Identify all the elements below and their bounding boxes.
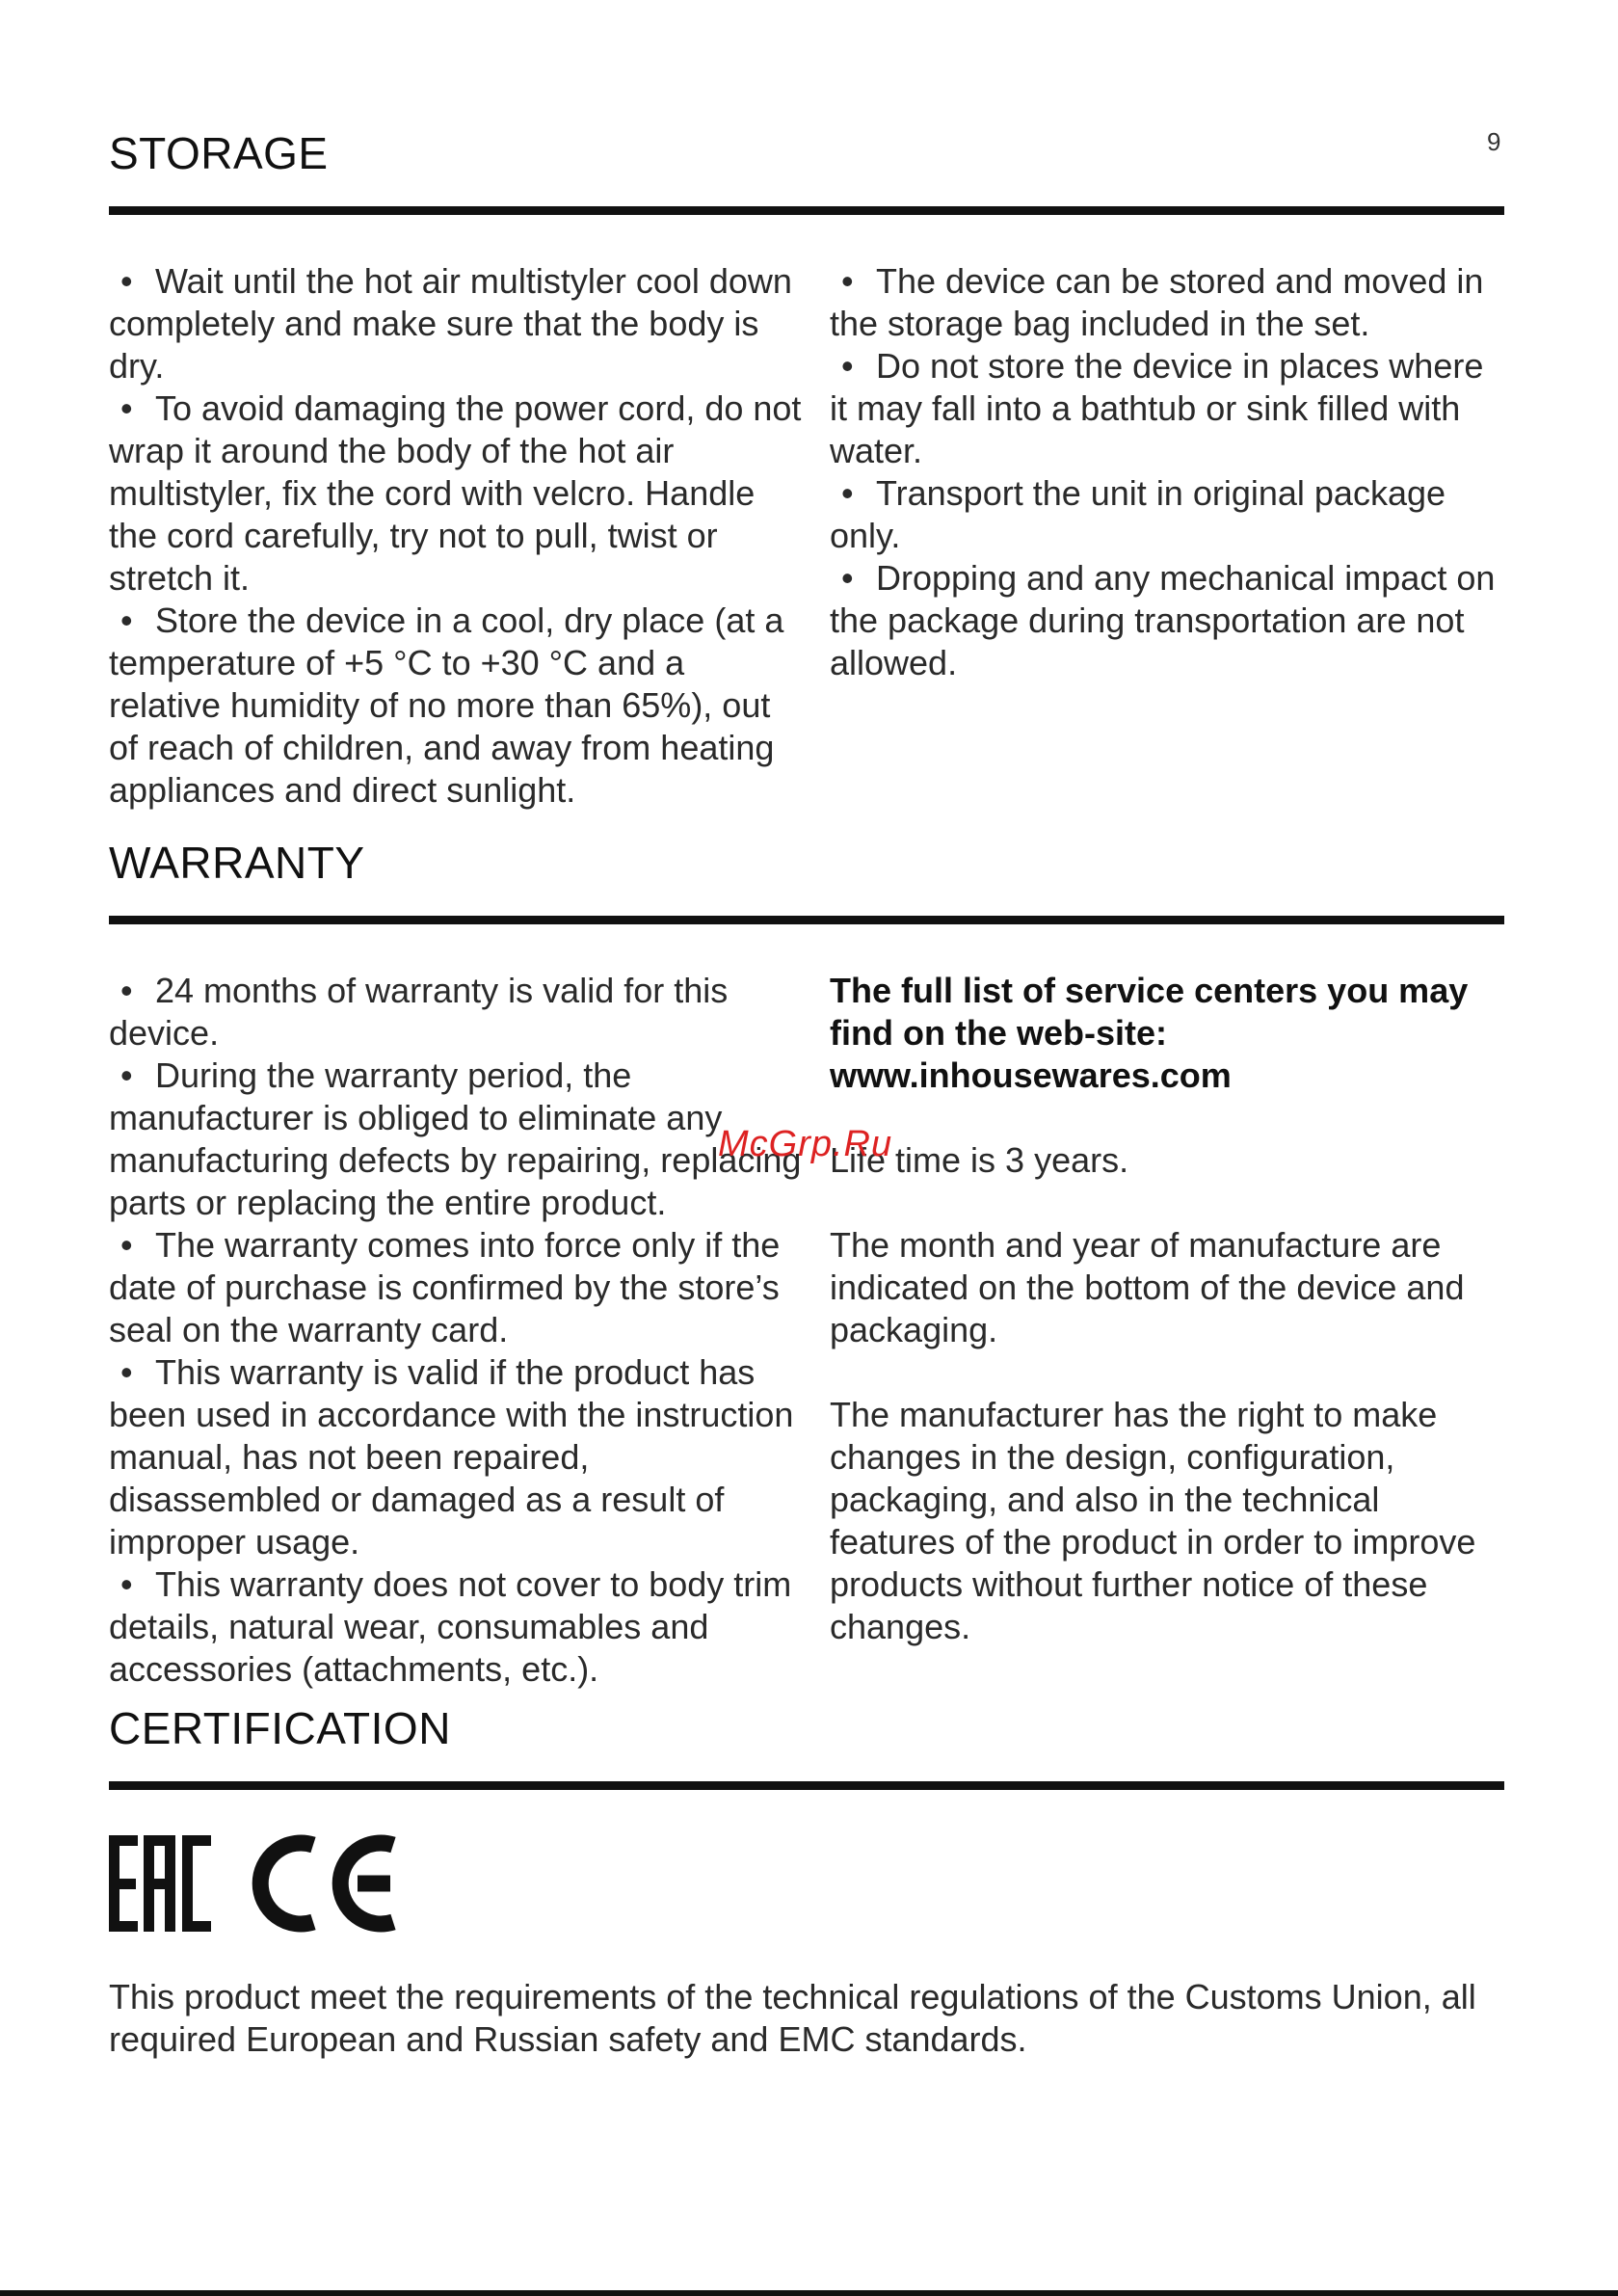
storage-left-column bbox=[109, 260, 803, 812]
page-bottom-edge bbox=[0, 2290, 1618, 2296]
storage-item: • Wait until the hot air multistyler cool down completely and make sure that the body is dry. bbox=[109, 260, 803, 387]
watermark: McGrp.Ru bbox=[718, 1124, 893, 1164]
storage-right-column bbox=[830, 260, 1509, 684]
storage-divider bbox=[109, 206, 1504, 215]
warranty-item: • 24 months of warranty is valid for this device. bbox=[109, 970, 803, 1055]
warranty-item: • The warranty comes into force only if the date of purchase is confirmed by the store’s seal on the warranty card. bbox=[109, 1224, 803, 1351]
storage-item: • Transport the unit in original package only. bbox=[830, 472, 1509, 557]
warranty-title: WARRANTY bbox=[109, 838, 365, 888]
storage-title: STORAGE bbox=[109, 128, 329, 178]
certification-logos bbox=[109, 1831, 494, 1937]
storage-item: • Store the device in a cool, dry place (at a temperature of +5 °C to +30 °C and a relative humidity of no more than 65%), out of reach of children, and away from heating appliances and direct sunlight. bbox=[109, 600, 803, 812]
service-centers-heading: The full list of service centers you may find on the web-site: bbox=[830, 971, 1469, 1053]
warranty-item: • This warranty does not cover to body trim details, natural wear, consumables and accessories (attachments, etc.). bbox=[109, 1563, 803, 1691]
warranty-right-column bbox=[830, 970, 1509, 1648]
warranty-item: • This warranty is valid if the product has been used in accordance with the instruction manual, has not been repaired, disassembled or damaged as a result of improper usage. bbox=[109, 1351, 803, 1563]
warranty-left-column bbox=[109, 970, 803, 1691]
storage-item: • To avoid damaging the power cord, do not wrap it around the body of the hot air multistyler, fix the cord with velcro. Handle the cord carefully, try not to pull, twist or stretch it. bbox=[109, 387, 803, 600]
certification-text: This product meet the requirements of the technical regulations of the Customs Union, all required European and Russian safety and EMC standards. bbox=[109, 1977, 1476, 2059]
certification-marks bbox=[109, 1831, 494, 1937]
lifetime-note: Life time is 3 years. bbox=[830, 1140, 1129, 1180]
ce-mark-icon bbox=[260, 1843, 393, 1924]
warranty-divider bbox=[109, 916, 1504, 924]
storage-item: • Dropping and any mechanical impact on the package during transportation are not allowed. bbox=[830, 557, 1509, 684]
warranty-item: • During the warranty period, the manufacturer is obliged to eliminate any manufacturing defects by repairing, replacing parts or replacing the entire product. bbox=[109, 1055, 803, 1224]
changes-note: The manufacturer has the right to make changes in the design, configuration, packaging, and also in the technical features of the product in order to improve products without further notice of these changes. bbox=[830, 1395, 1476, 1646]
storage-item: • Do not store the device in places where it may fall into a bathtub or sink filled with water. bbox=[830, 345, 1509, 472]
certification-title: CERTIFICATION bbox=[109, 1703, 451, 1753]
page-number: 9 bbox=[1487, 127, 1501, 156]
certification-divider bbox=[109, 1781, 1504, 1790]
website-link[interactable]: www.inhousewares.com bbox=[830, 1055, 1232, 1095]
storage-item: • The device can be stored and moved in the storage bag included in the set. bbox=[830, 260, 1509, 345]
eac-mark-icon bbox=[109, 1835, 211, 1932]
manufacture-date-note: The month and year of manufacture are indicated on the bottom of the device and packaging. bbox=[830, 1225, 1465, 1349]
